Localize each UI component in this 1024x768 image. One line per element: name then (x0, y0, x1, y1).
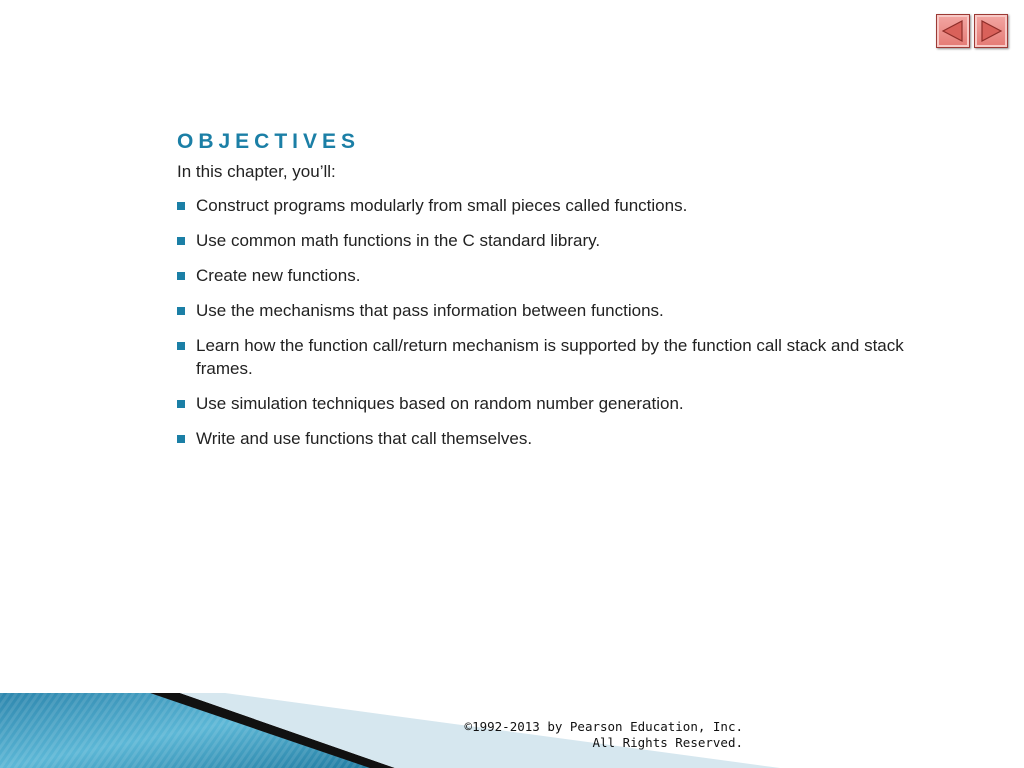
objective-text: Use common math functions in the C standard library. (196, 231, 601, 250)
square-bullet-icon (177, 435, 185, 443)
objective-item (177, 392, 947, 415)
objective-item (177, 264, 947, 287)
objective-text: Learn how the function call/return mechanism is supported by the function call stack and stack frames. (196, 336, 904, 378)
objective-item (177, 194, 947, 217)
slide-title: OBJECTIVES (177, 130, 361, 153)
square-bullet-icon (177, 342, 185, 350)
slide-content (177, 130, 947, 462)
square-bullet-icon (177, 272, 185, 280)
slide-intro: In this chapter, you’ll: (177, 162, 336, 181)
triangle-right-icon (978, 18, 1004, 44)
objective-item (177, 229, 947, 252)
square-bullet-icon (177, 400, 185, 408)
square-bullet-icon (177, 237, 185, 245)
objective-item (177, 427, 947, 450)
rights-line: All Rights Reserved. (592, 735, 743, 750)
objective-text: Create new functions. (196, 266, 361, 285)
previous-slide-button[interactable] (936, 14, 970, 48)
next-slide-button[interactable] (974, 14, 1008, 48)
objective-item (177, 334, 947, 380)
square-bullet-icon (177, 202, 185, 210)
objective-item (177, 299, 947, 322)
objective-text: Write and use functions that call themselves. (196, 429, 533, 448)
copyright-line: ©1992-2013 by Pearson Education, Inc. (464, 719, 743, 734)
objectives-list (177, 194, 947, 450)
slide-navigation (936, 14, 1008, 48)
objective-text: Use simulation techniques based on random number generation. (196, 394, 684, 413)
objective-text: Construct programs modularly from small pieces called functions. (196, 196, 688, 215)
copyright-notice (465, 719, 743, 751)
square-bullet-icon (177, 307, 185, 315)
triangle-left-icon (940, 18, 966, 44)
objective-text: Use the mechanisms that pass information between functions. (196, 301, 664, 320)
